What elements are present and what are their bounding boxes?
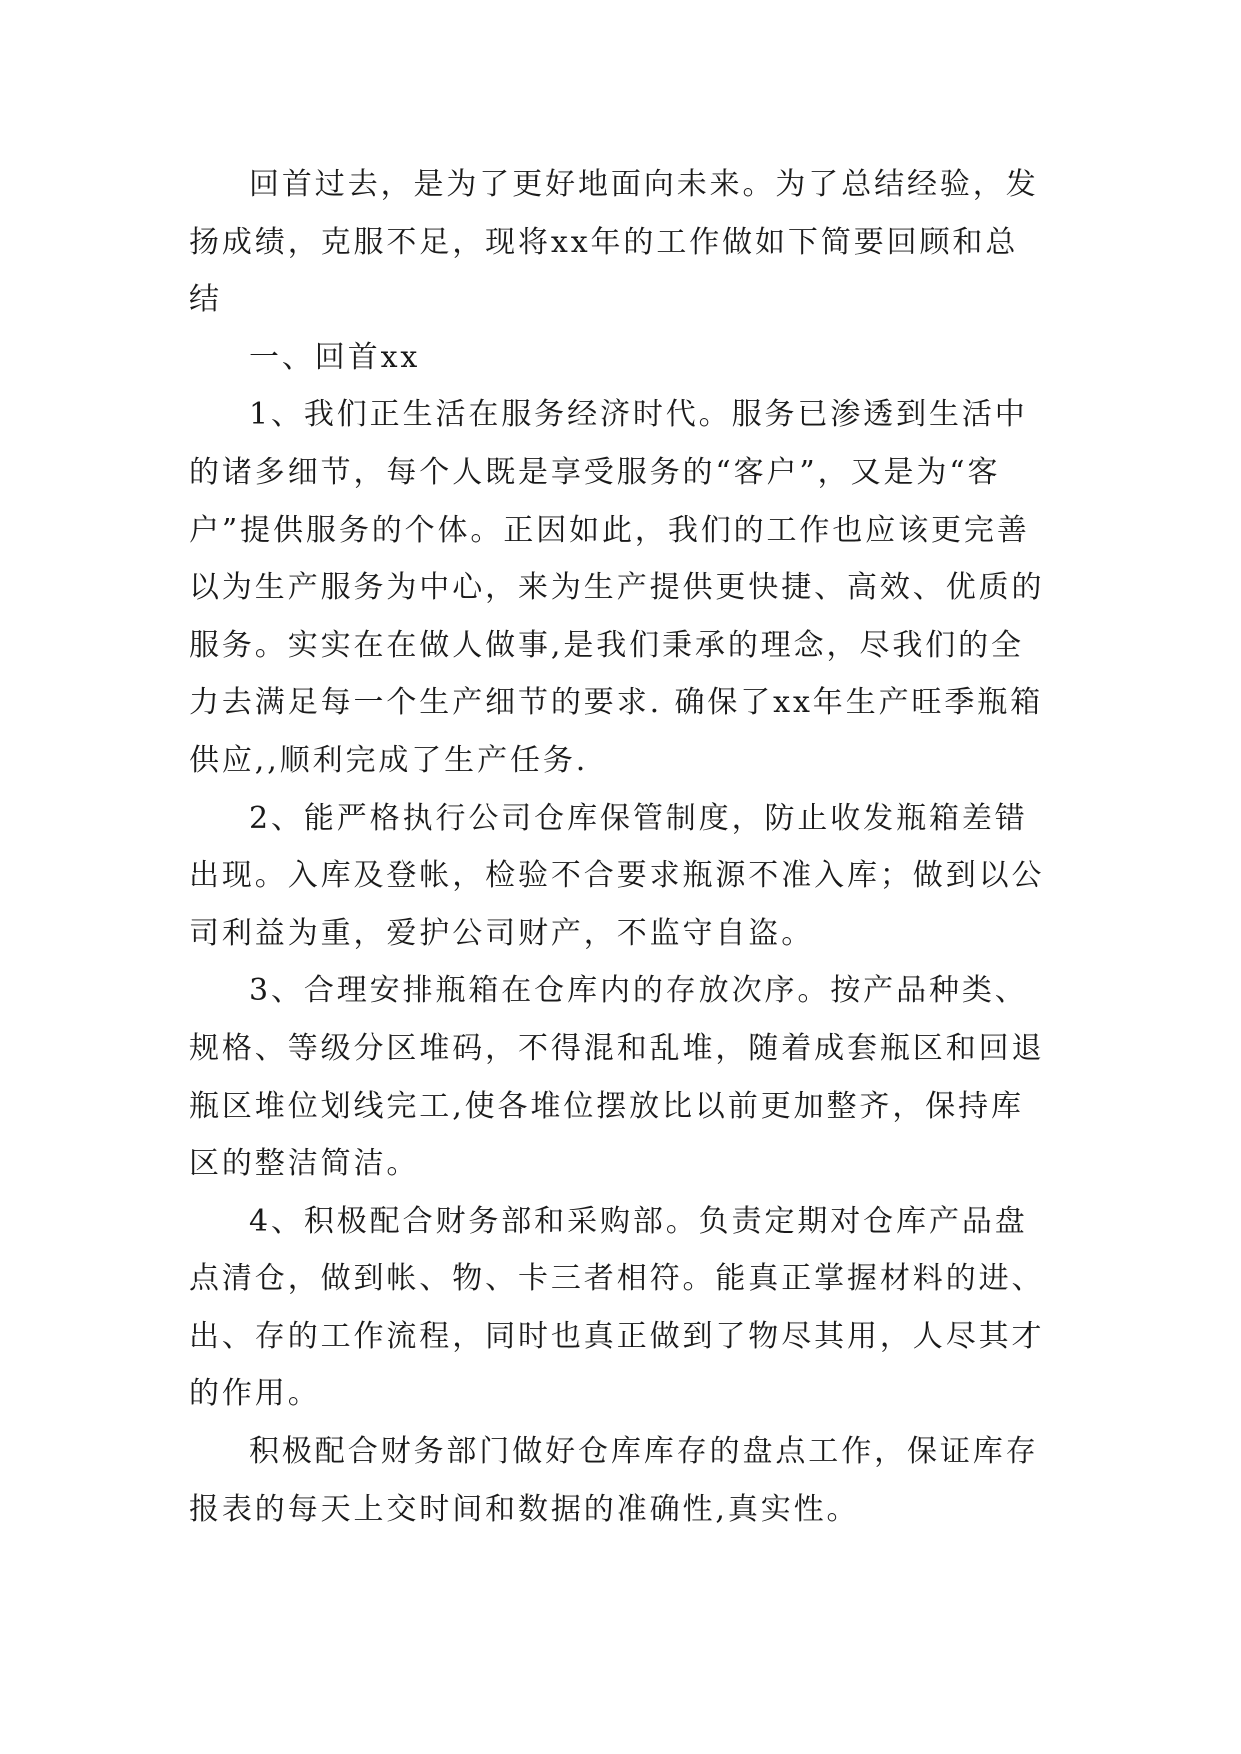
- intro-paragraph: 回首过去，是为了更好地面向未来。为了总结经验，发扬成绩，克服不足，现将xx年的工作做如下简要回顾和总结: [189, 167, 1039, 318]
- document-body: [189, 156, 1051, 1538]
- paragraph-item-4: 4、积极配合财务部和采购部。负责定期对仓库产品盘点清仓，做到帐、物、卡三者相符。能真正掌握材料的进、出、存的工作流程，同时也真正做到了物尽其用，人尽其才的作用。: [189, 1203, 1045, 1412]
- section-heading: 一、回首xx: [249, 339, 421, 375]
- paragraph-item-3: 3、合理安排瓶箱在仓库内的存放次序。按产品种类、规格、等级分区堆码，不得混和乱堆，随着成套瓶区和回退瓶区堆位划线完工,使各堆位摆放比以前更加整齐，保持库区的整洁简洁。: [189, 973, 1045, 1182]
- closing-paragraph: 积极配合财务部门做好仓库库存的盘点工作，保证库存报表的每天上交时间和数据的准确性,真实性。: [189, 1434, 1039, 1527]
- paragraph-item-2: 2、能严格执行公司仓库保管制度，防止收发瓶箱差错出现。入库及登帐，检验不合要求瓶源不准入库；做到以公司利益为重，爱护公司财产，不监守自盗。: [189, 800, 1045, 951]
- paragraph-item-1: 1、我们正生活在服务经济时代。服务已渗透到生活中的诸多细节，每个人既是享受服务的“客户”，又是为“客户”提供服务的个体。正因如此，我们的工作也应该更完善以为生产服务为中心，来为生产提供更快捷、高效、优质的服务。实实在在做人做事,是我们秉承的理念，尽我们的全力去满足每一个生产细节的要求. 确保了xx年生产旺季瓶箱供应,,顺利完成了生产任务.: [189, 397, 1045, 778]
